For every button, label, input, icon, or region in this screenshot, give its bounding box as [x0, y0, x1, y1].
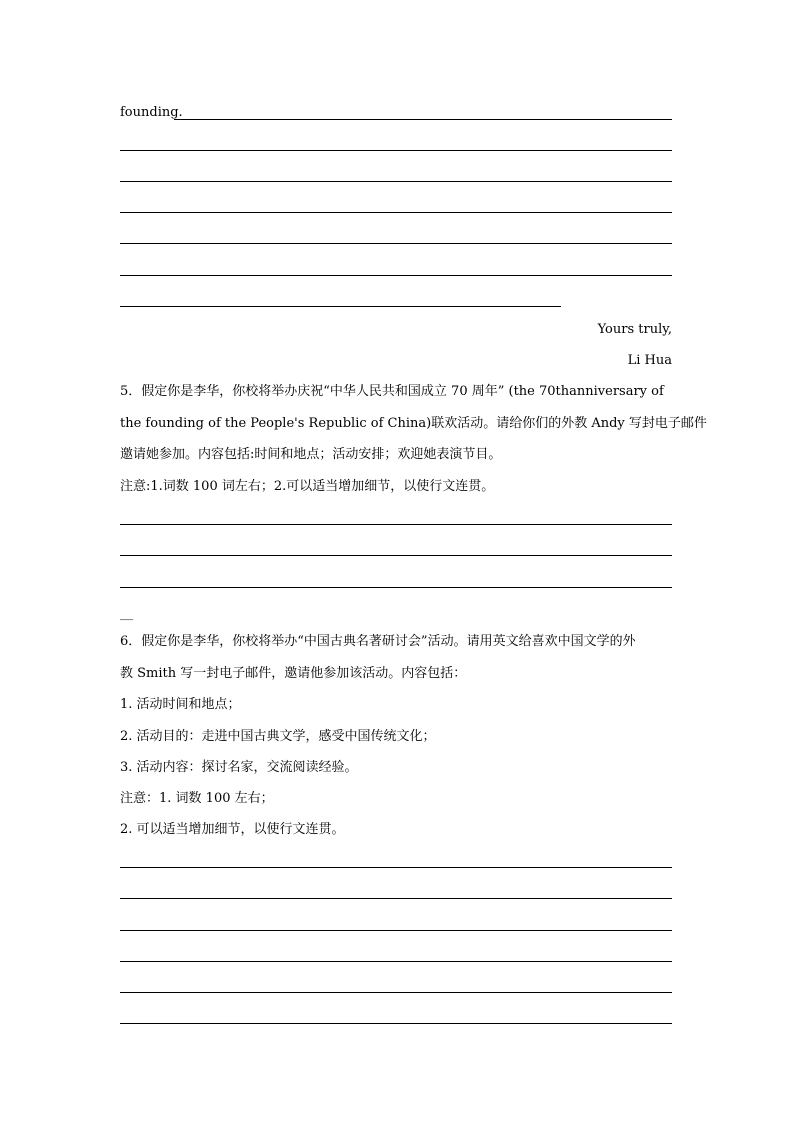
q6-item-3: 3. 活动内容：探讨名家，交流阅读经验。: [120, 760, 358, 775]
answer-line: [120, 275, 672, 276]
answer-line: [120, 524, 672, 525]
answer-line: [120, 930, 672, 931]
q5-prompt-line2: the founding of the People's Republic of China)联欢活动。请给你们的外教 Andy 写封电子邮件: [120, 416, 707, 431]
q5-prompt-line1: 5．假定你是李华，你校将举办庆祝“中华人民共和国成立 70 周年” (the 70thanniversary of: [120, 384, 664, 399]
answer-line: [120, 555, 672, 556]
q5-prompt-line3: 邀请她参加。内容包括:时间和地点；活动安排；欢迎她表演节目。: [120, 447, 502, 462]
q5-note: 注意:1.词数 100 词左右；2.可以适当增加细节，以使行文连贯。: [120, 479, 495, 494]
q6-prompt-line2: 教 Smith 写一封电子邮件，邀请他参加该活动。内容包括：: [120, 666, 467, 681]
q6-item-2: 2. 活动目的：走进中国古典文学，感受中国传统文化；: [120, 729, 436, 744]
q6-note-1: 注意：1. 词数 100 左右；: [120, 791, 274, 806]
answer-line: [120, 587, 672, 588]
answer-line: [120, 243, 672, 244]
answer-line: [120, 961, 672, 962]
founding-text: founding.: [120, 105, 183, 120]
answer-line: [120, 867, 672, 868]
q6-note-2: 2. 可以适当增加细节，以使行文连贯。: [120, 822, 345, 837]
answer-line: [120, 306, 561, 307]
answer-line: [120, 1023, 672, 1024]
answer-line: [120, 992, 672, 993]
answer-line: [120, 150, 672, 151]
q6-prompt-line1: 6．假定你是李华，你校将举办“中国古典名著研讨会”活动。请用英文给喜欢中国文学的外: [120, 634, 636, 649]
signature-name: Li Hua: [627, 353, 672, 368]
answer-line: [120, 212, 672, 213]
closing-text: Yours truly,: [597, 322, 672, 337]
q5-trailing-underscore: __: [120, 606, 133, 621]
q6-item-1: 1. 活动时间和地点；: [120, 697, 241, 712]
answer-line: [120, 181, 672, 182]
answer-line: [120, 898, 672, 899]
answer-line: [174, 119, 672, 120]
